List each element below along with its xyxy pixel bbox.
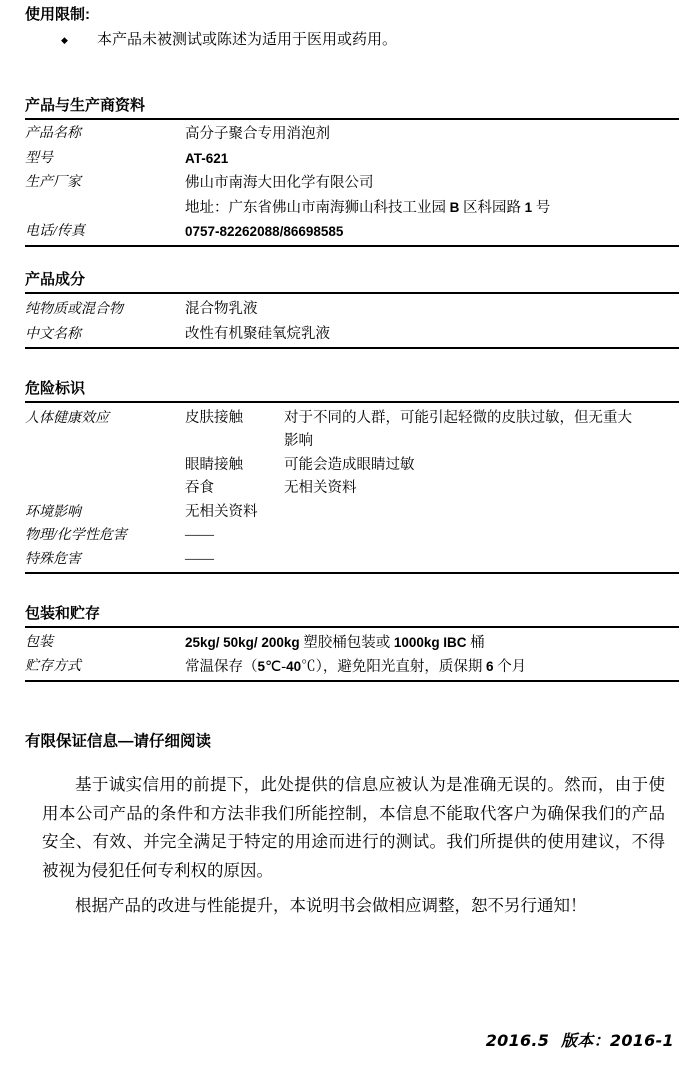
row-label: 型号 [25, 150, 53, 166]
row-label: 人体健康效应 [25, 410, 109, 426]
row-sublabel: 吞食 [185, 480, 214, 496]
row-label: 纯物质或混合物 [25, 301, 123, 317]
table-row [25, 122, 679, 147]
table-hazard [25, 403, 679, 575]
row-sublabel: —— [185, 550, 214, 567]
row-value: 地址：广东省佛山市南海狮山科技工业园 B 区科园路 1 号 [185, 199, 551, 216]
table-composition [25, 294, 679, 349]
table-product-manufacturer [25, 120, 679, 247]
section-title-hazard: 危险标识 [25, 379, 679, 403]
table-row [25, 524, 679, 548]
row-value: 常温保存（5℃-40℃），避免阳光直射，质保期 6 个月 [185, 659, 527, 675]
usage-restriction-text: 本产品未被测试或陈述为适用于医用或药用。 [97, 32, 398, 48]
row-value [284, 524, 679, 548]
row-value: 高分子聚合专用消泡剂 [185, 126, 330, 142]
table-row [25, 501, 679, 525]
row-sublabel: 眼睛接触 [185, 456, 243, 473]
table-row [25, 171, 679, 196]
row-label: 产品名称 [25, 126, 81, 141]
diamond-bullet-icon: ◆ [61, 35, 68, 45]
revision-notice-paragraph: 根据产品的改进与性能提升，本说明书会做相应调整，恕不另行通知！ [75, 896, 587, 915]
row-value: 可能会造成眼睛过敏 [284, 456, 415, 473]
row-value: 佛山市南海大田化学有限公司 [185, 175, 374, 191]
table-row [25, 477, 679, 501]
row-sublabel: 无相关资料 [185, 503, 258, 520]
row-value-line: 对于不同的人群，可能引起轻微的皮肤过敏，但无重大 [284, 409, 632, 426]
row-label: 生产厂家 [25, 175, 81, 190]
usage-restriction-title: 使用限制: [25, 6, 90, 23]
row-value: 0757-82262088/86698585 [185, 224, 344, 239]
table-row [25, 322, 679, 347]
row-sublabel: 皮肤接触 [185, 409, 243, 426]
row-label: 贮存方式 [25, 659, 81, 674]
table-row [25, 548, 679, 572]
row-value [284, 501, 679, 525]
row-value: 混合物乳液 [185, 300, 258, 317]
warranty-section-title: 有限保证信息—请仔细阅读 [25, 733, 212, 750]
row-value: 无相关资料 [284, 480, 357, 496]
row-sublabel: —— [185, 527, 214, 543]
usage-restriction-item [25, 30, 679, 50]
section-title-packaging-storage: 包装和贮存 [25, 604, 679, 628]
warranty-paragraph: 基于诚实信用的前提下，此处提供的信息应被认为是准确无误的。然而，由于使用本公司产品的条件和方法非我们所能控制，本信息不能取代客户为确保我们的产品安全、有效、并完全满足于特定的用途而进行的测试。我们所提供的使用建议，不得被视为侵犯任何专利权的原因。 [42, 775, 665, 880]
table-row [25, 407, 679, 454]
table-row [25, 631, 679, 655]
row-label: 中文名称 [25, 326, 81, 342]
row-label: 电话/传真 [25, 224, 85, 239]
table-packaging-storage [25, 628, 679, 682]
table-row [25, 297, 679, 322]
row-value [284, 548, 679, 572]
row-value [284, 407, 679, 454]
table-row [25, 655, 679, 679]
row-label: 物理/化学性危害 [25, 528, 127, 543]
row-label: 特殊危害 [25, 551, 81, 567]
row-value: 25kg/ 50kg/ 200kg 塑胶桶包装或 1000kg IBC 桶 [185, 635, 485, 651]
table-row [25, 454, 679, 478]
row-value-line: 影响 [284, 433, 313, 449]
row-label: 环境影响 [25, 504, 81, 520]
section-title-product-manufacturer: 产品与生产商资料 [25, 96, 679, 120]
row-value: AT-621 [185, 150, 229, 166]
row-label: 包装 [25, 635, 53, 650]
row-label [25, 477, 185, 501]
table-row [25, 147, 679, 172]
row-value: 改性有机聚硅氧烷乳液 [185, 325, 330, 342]
table-row [25, 196, 679, 221]
row-label [25, 454, 185, 478]
row-label [25, 196, 185, 221]
table-row [25, 220, 679, 245]
section-title-composition: 产品成分 [25, 270, 679, 294]
version-footer: 2016.5 版本：2016-1 [485, 1031, 674, 1050]
